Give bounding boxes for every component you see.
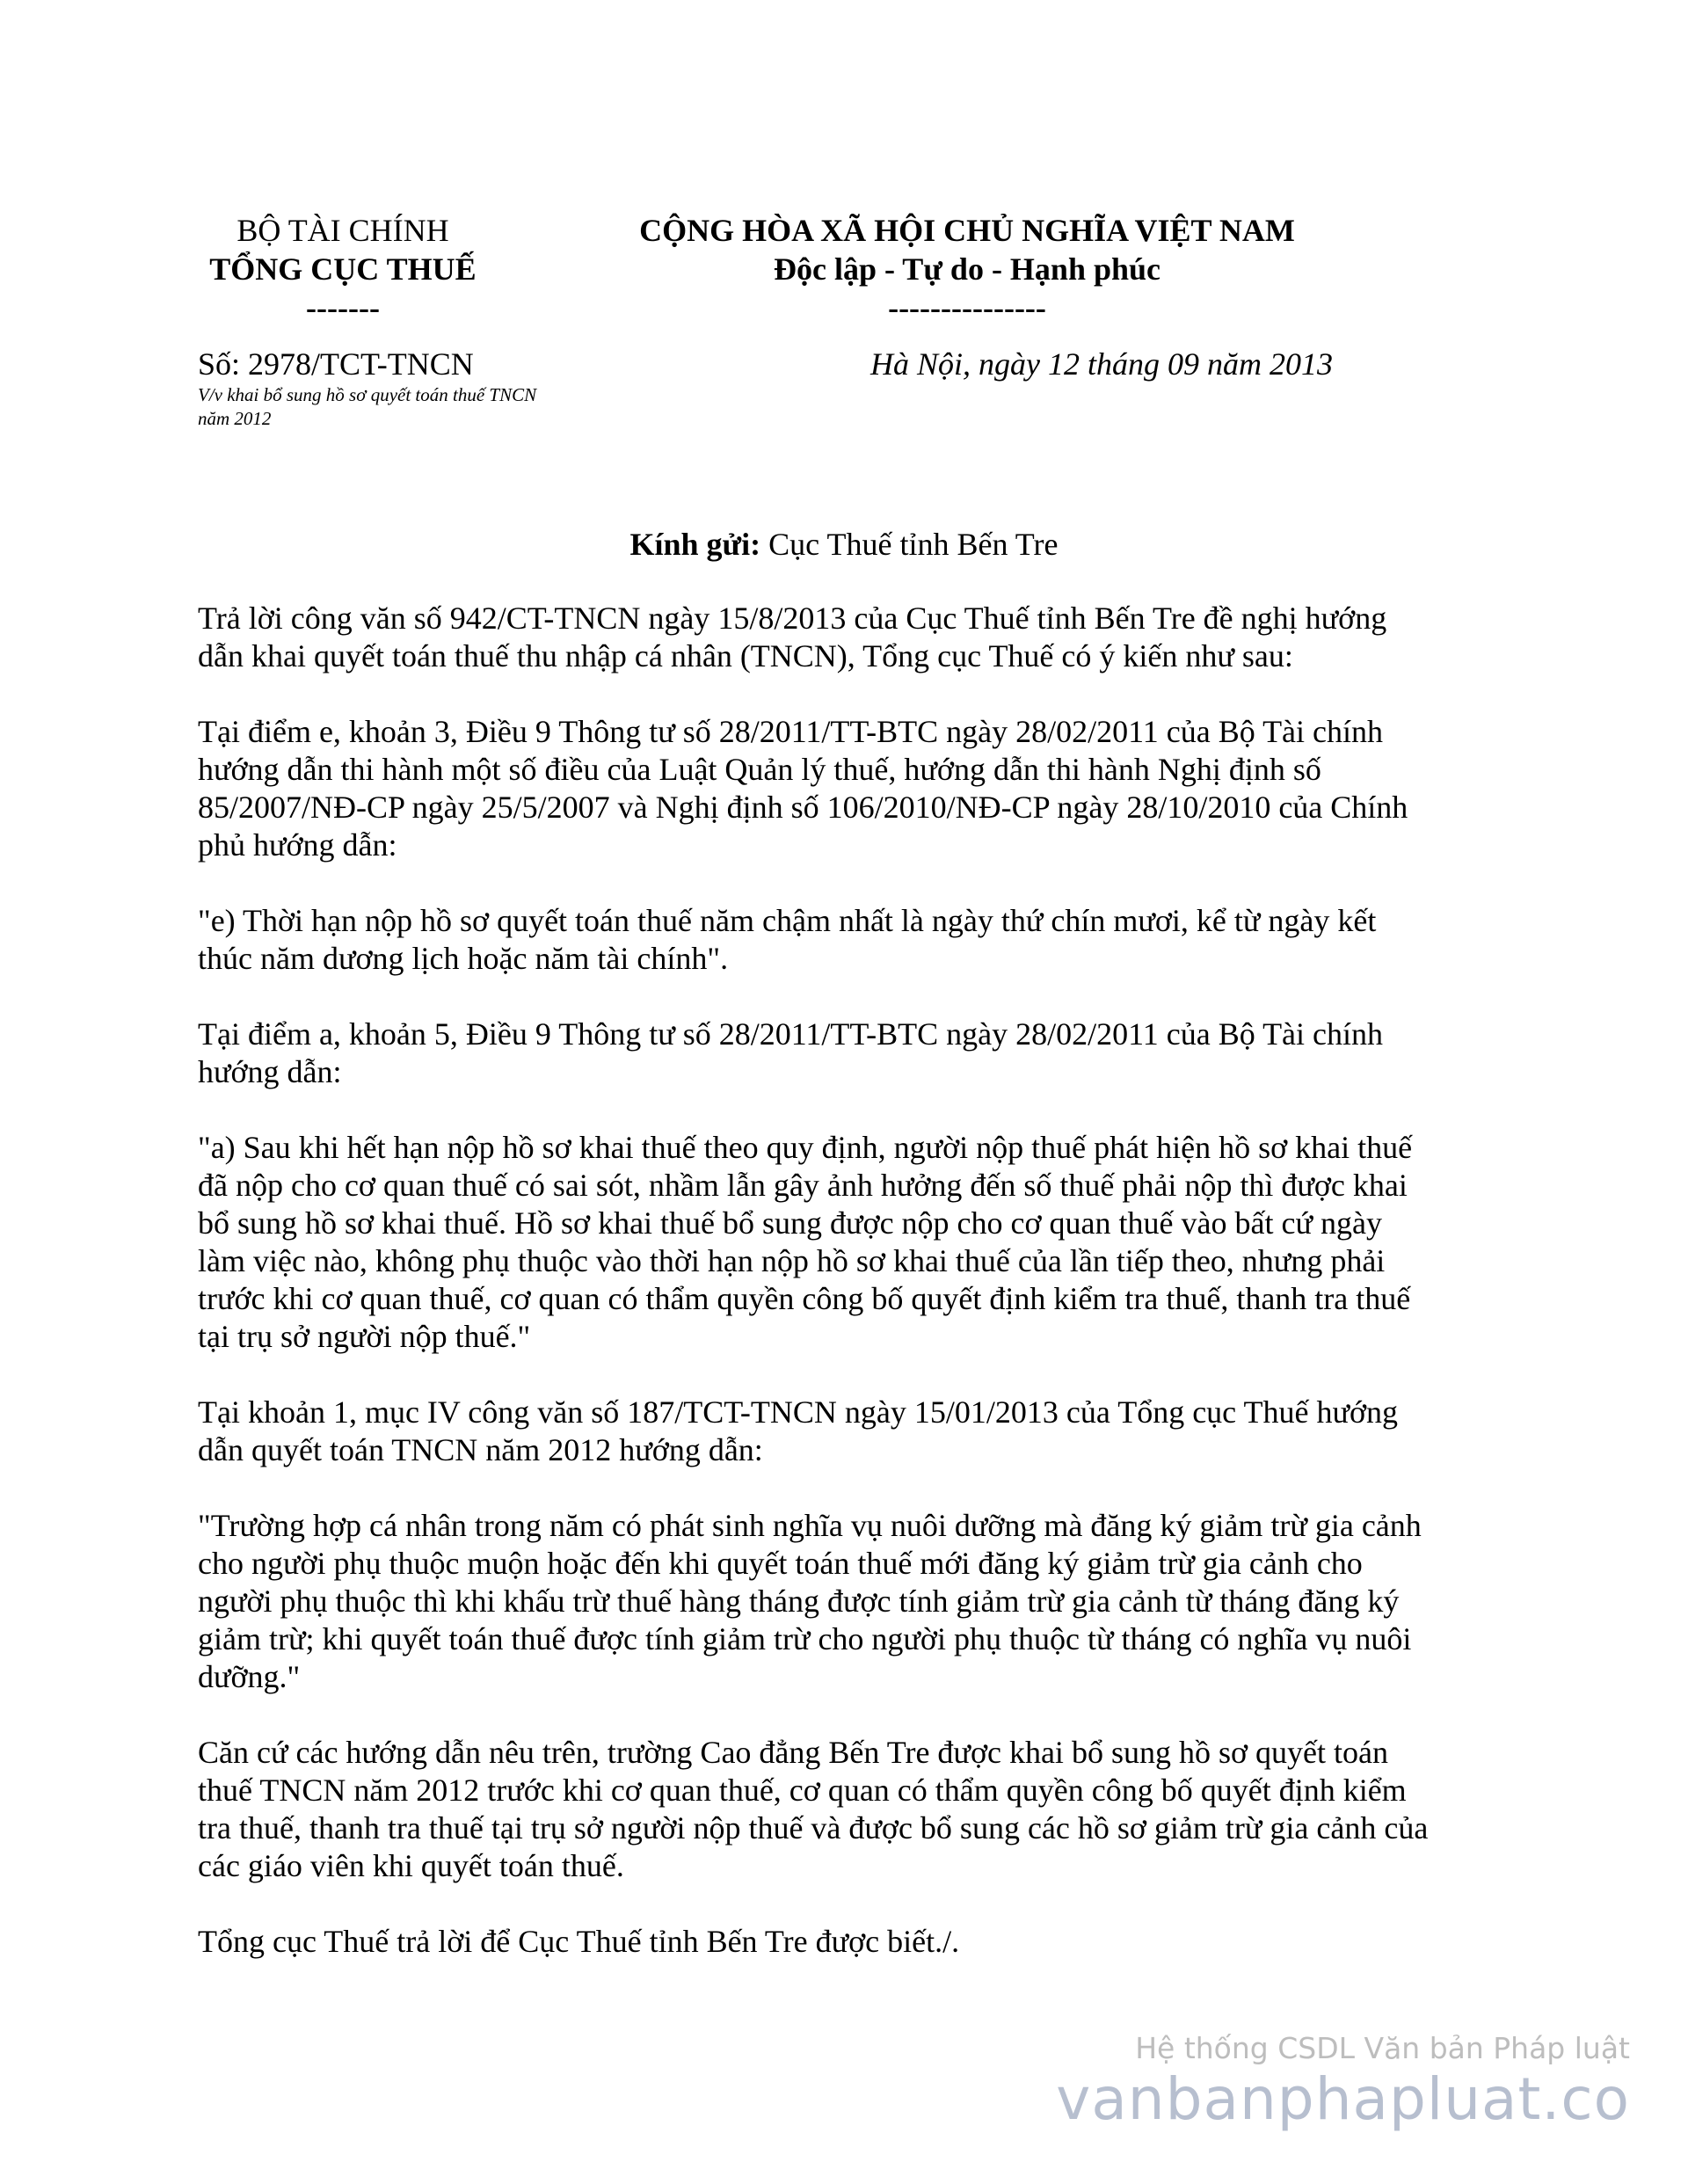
document-body xyxy=(198,600,1495,1998)
body-paragraph: "Trường hợp cá nhân trong năm có phát sinh nghĩa vụ nuôi dưỡng mà đăng ký giảm trừ gia cảnh cho người phụ thuộc muộn hoặc đến khi quyết toán thuế mới đăng ký giảm trừ gia cảnh cho người phụ thuộc thì khi khấu trừ thuế hàng tháng được tính giảm trừ gia cảnh từ tháng đăng ký giảm trừ; khi quyết toán thuế được tính giảm trừ cho người phụ thuộc từ tháng có nghĩa vụ nuôi dưỡng." xyxy=(198,1508,1422,1694)
document-date: Hà Nội, ngày 12 tháng 09 năm 2013 xyxy=(870,346,1333,382)
national-title-block xyxy=(615,211,1319,327)
body-paragraph: Tại điểm e, khoản 3, Điều 9 Thông tư số 28/2011/TT-BTC ngày 28/02/2011 của Bộ Tài chính hướng dẫn thi hành một số điều của Luật Quản lý thuế, hướng dẫn thi hành Nghị định số 85/2007/NĐ-CP ngày 25/5/2007 và Nghị định số 106/2010/NĐ-CP ngày 28/10/2010 của Chính phủ hướng dẫn: xyxy=(198,714,1408,863)
body-paragraph: Tại khoản 1, mục IV công văn số 187/TCT-TNCN ngày 15/01/2013 của Tổng cục Thuế hướng dẫn quyết toán TNCN năm 2012 hướng dẫn: xyxy=(198,1394,1399,1467)
document-number: Số: 2978/TCT-TNCN xyxy=(198,346,474,382)
ministry-name: BỘ TÀI CHÍNH xyxy=(236,213,449,248)
department-name: TỔNG CỤC THUẾ xyxy=(209,251,477,287)
recipient-name: Cục Thuế tỉnh Bến Tre xyxy=(760,527,1059,562)
document-subject: V/v khai bổ sung hồ sơ quyết toán thuế TNCN năm 2012 xyxy=(198,384,537,429)
body-paragraph: "e) Thời hạn nộp hồ sơ quyết toán thuế năm chậm nhất là ngày thứ chín mươi, kể từ ngày kết thúc năm dương lịch hoặc năm tài chính". xyxy=(198,903,1377,976)
recipient-label: Kính gửi: xyxy=(629,527,761,562)
watermark-caption: Hệ thống CSDL Văn bản Pháp luật xyxy=(1135,2031,1630,2065)
national-motto: Độc lập - Tự do - Hạnh phúc xyxy=(773,251,1161,287)
recipient-line xyxy=(0,525,1688,564)
body-paragraph: Trả lời công văn số 942/CT-TNCN ngày 15/8/2013 của Cục Thuế tỉnh Bến Tre đề nghị hướng dẫn khai quyết toán thuế thu nhập cá nhân (TNCN), Tổng cục Thuế có ý kiến như sau: xyxy=(198,601,1387,673)
body-paragraph: Tổng cục Thuế trả lời để Cục Thuế tỉnh Bến Tre được biết./. xyxy=(198,1924,960,1959)
body-paragraph: Tại điểm a, khoản 5, Điều 9 Thông tư số 28/2011/TT-BTC ngày 28/02/2011 của Bộ Tài chính hướng dẫn: xyxy=(198,1016,1384,1089)
right-divider: --------------- xyxy=(888,290,1046,325)
left-divider: ------- xyxy=(306,290,380,325)
watermark xyxy=(1056,2031,1630,2133)
body-paragraph: "a) Sau khi hết hạn nộp hồ sơ khai thuế theo quy định, người nộp thuế phát hiện hồ sơ khai thuế đã nộp cho cơ quan thuế có sai sót, nhầm lẫn gây ảnh hưởng đến số thuế phải nộp thì được khai bổ sung hồ sơ khai thuế. Hồ sơ khai thuế bổ sung được nộp cho cơ quan thuế vào bất cứ ngày làm việc nào, không phụ thuộc vào thời hạn nộp hồ sơ khai thuế của lần tiếp theo, nhưng phải trước khi cơ quan thuế, cơ quan có thẩm quyền công bố quyết định kiểm tra thuế, thanh tra thuế tại trụ sở người nộp thuế." xyxy=(198,1130,1413,1354)
body-paragraph: Căn cứ các hướng dẫn nêu trên, trường Cao đẳng Bến Tre được khai bổ sung hồ sơ quyết toán thuế TNCN năm 2012 trước khi cơ quan thuế, cơ quan có thẩm quyền công bố quyết định kiểm tra thuế, thanh tra thuế tại trụ sở người nộp thuế và được bổ sung các hồ sơ giảm trừ gia cảnh của các giáo viên khi quyết toán thuế. xyxy=(198,1735,1429,1883)
watermark-domain: vanbanphapluat.co xyxy=(1056,2065,1630,2133)
issuing-agency-block xyxy=(176,211,510,327)
country-name: CỘNG HÒA XÃ HỘI CHỦ NGHĨA VIỆT NAM xyxy=(639,213,1295,248)
